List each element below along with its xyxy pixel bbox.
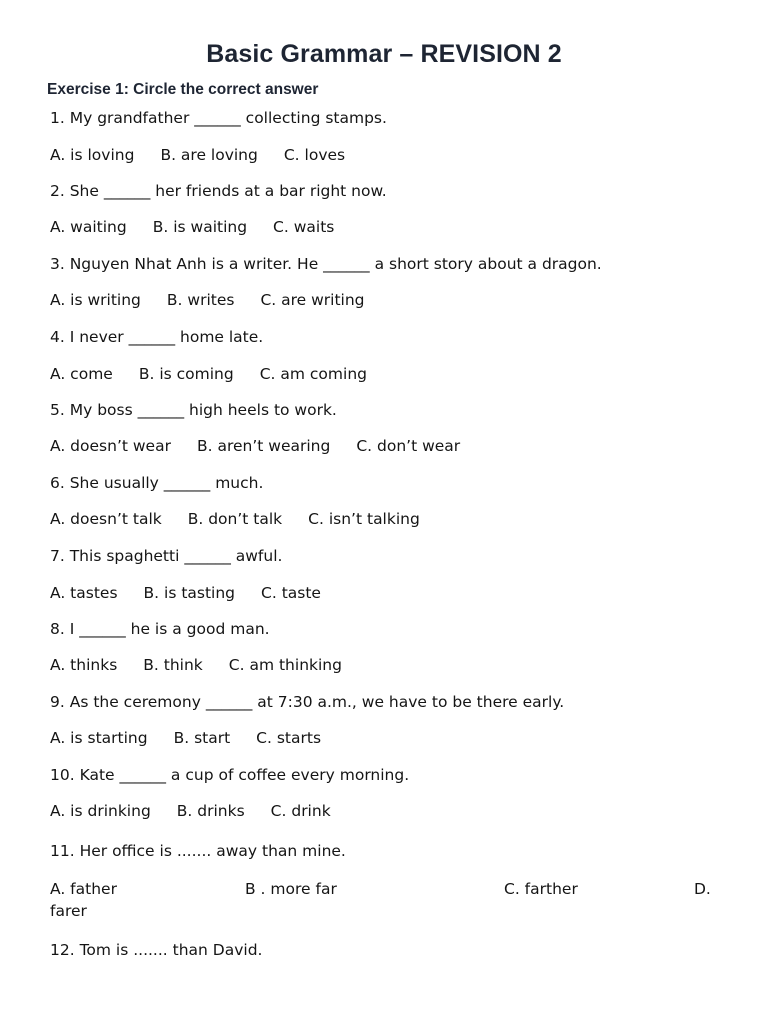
option-a[interactable]: A. is starting [50, 729, 148, 747]
option-b[interactable]: B. are loving [160, 146, 258, 164]
option-c[interactable]: C. isn’t talking [308, 510, 420, 528]
option-b[interactable]: B. writes [166, 291, 235, 309]
question-10: 10. Kate ______ a cup of coffee every morning. [50, 766, 410, 784]
question-5: 5. My boss ______ high heels to work. [50, 401, 337, 419]
option-b[interactable]: B. is tasting [143, 584, 236, 602]
page-title: Basic Grammar – REVISION 2 [206, 40, 562, 68]
option-b[interactable]: B. aren’t wearing [196, 437, 331, 455]
options-2 [50, 218, 334, 236]
option-a[interactable]: A. doesn’t wear [50, 437, 171, 455]
option-a[interactable]: A. is writing [50, 291, 141, 309]
option-a[interactable]: A. father [50, 880, 117, 898]
question-6: 6. She usually ______ much. [50, 474, 264, 492]
options-10 [50, 802, 331, 820]
option-a[interactable]: A. is drinking [50, 802, 151, 820]
option-c[interactable]: C. starts [256, 729, 322, 747]
option-c[interactable]: C. don’t wear [356, 437, 461, 455]
option-a[interactable]: A. doesn’t talk [50, 510, 162, 528]
options-3 [50, 291, 365, 309]
option-b[interactable]: B . more far [245, 880, 337, 898]
options-9 [50, 729, 321, 747]
options-8 [50, 656, 342, 674]
options-1 [50, 146, 345, 164]
option-a[interactable]: A. thinks [50, 656, 118, 674]
option-a[interactable]: A. waiting [50, 218, 127, 236]
question-12: 12. Tom is ....... than David. [50, 941, 263, 959]
option-c[interactable]: C. loves [283, 146, 346, 164]
option-c[interactable]: C. am thinking [228, 656, 342, 674]
question-9: 9. As the ceremony ______ at 7:30 a.m., we have to be there early. [50, 693, 565, 711]
option-c[interactable]: C. taste [261, 584, 321, 602]
option-b[interactable]: B. is coming [138, 365, 234, 383]
question-7: 7. This spaghetti ______ awful. [50, 547, 283, 565]
option-c[interactable]: C. am coming [259, 365, 367, 383]
option-c[interactable]: C. farther [504, 880, 578, 898]
question-11: 11. Her office is ....... away than mine. [50, 842, 346, 860]
option-c[interactable]: C. drink [270, 802, 331, 820]
option-a[interactable]: A. is loving [50, 146, 135, 164]
question-1: 1. My grandfather ______ collecting stamps. [50, 109, 387, 127]
question-3: 3. Nguyen Nhat Anh is a writer. He ______ a short story about a dragon. [50, 255, 602, 273]
options-7 [50, 584, 321, 602]
question-4: 4. I never ______ home late. [50, 328, 264, 346]
options-6 [50, 510, 420, 528]
options-11 [50, 880, 714, 922]
options-5 [50, 437, 460, 455]
option-d-text[interactable]: farer [50, 902, 87, 920]
options-4 [50, 365, 367, 383]
option-b[interactable]: B. start [173, 729, 231, 747]
option-a[interactable]: A. tastes [50, 584, 118, 602]
option-b[interactable]: B. think [143, 656, 203, 674]
option-d[interactable]: D. [694, 880, 711, 898]
option-b[interactable]: B. drinks [176, 802, 245, 820]
exercise-heading: Exercise 1: Circle the correct answer [47, 81, 319, 98]
option-b[interactable]: B. is waiting [152, 218, 248, 236]
question-2: 2. She ______ her friends at a bar right now. [50, 182, 387, 200]
option-b[interactable]: B. don’t talk [187, 510, 283, 528]
option-c[interactable]: C. waits [273, 218, 335, 236]
option-a[interactable]: A. come [50, 365, 113, 383]
option-c[interactable]: C. are writing [260, 291, 365, 309]
question-8: 8. I ______ he is a good man. [50, 620, 270, 638]
